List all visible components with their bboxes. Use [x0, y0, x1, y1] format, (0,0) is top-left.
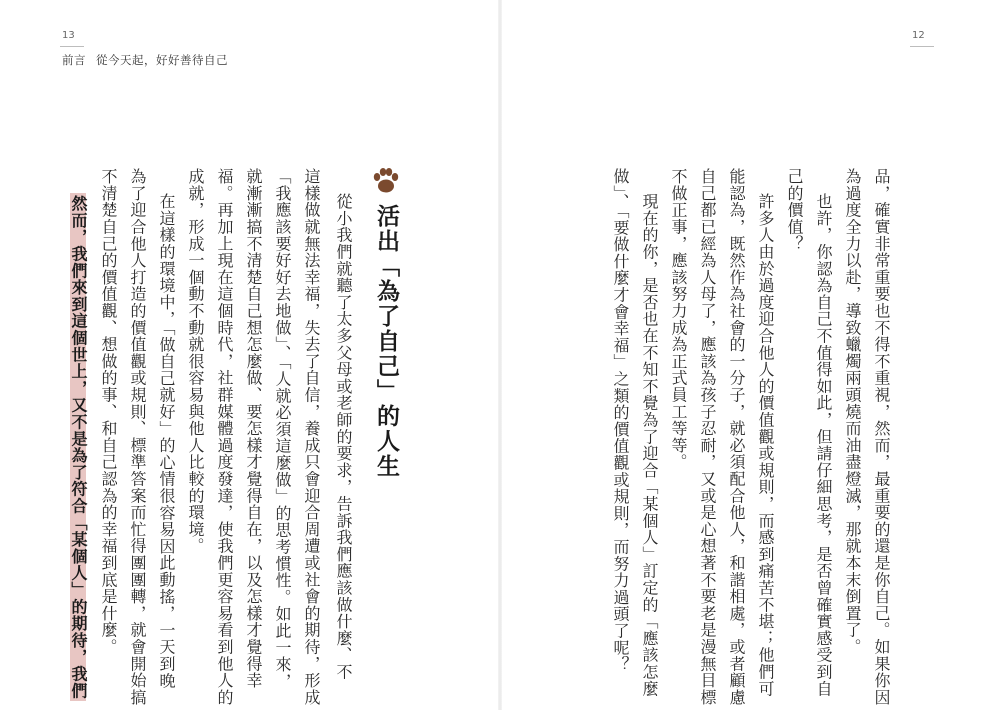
text-column-3: 也許，你認為自己不值得如此，但請仔細思考，是否曾確實感受到自 [814, 193, 833, 697]
right-page [500, 0, 1000, 710]
running-header-chapter: 前言 [62, 53, 86, 67]
paw-print-icon [371, 166, 401, 196]
section-heading: 活出「為了自己」的人生 [373, 204, 399, 479]
text-column-8: 不做正事，應該努力成為正式員工等等。 [669, 168, 688, 471]
text-column-7: 自己都已經為人母了，應該為孩子忍耐，又或是心想著不要老是漫無目標 [698, 168, 717, 706]
text-column-2: 這樣做就無法幸福，失去了自信，養成只會迎合周遭或社會的期待，形成 [302, 168, 321, 706]
text-column-2: 為過度全力以赴，導致蠟燭兩頭燒而油盡燈滅，那就本末倒置了。 [843, 168, 862, 656]
text-column-7: 在這樣的環境中，「做自己就好」的心情很容易因此動搖，一天到晚 [157, 193, 176, 689]
text-column-5: 福。再加上現在這個時代，社群媒體過度發達，使我們更容易看到他人的 [215, 168, 234, 706]
text-column-8: 為了迎合他人打造的價值觀或規則、標準答案而忙得團團轉，就會開始搞 [128, 168, 147, 706]
text-column-10: 做」、「要做什麼才會幸福」之類的價值觀或規則，而努力過頭了呢？ [611, 168, 630, 673]
page-number-right: 12 [912, 30, 925, 41]
page-number-rule-left [60, 46, 84, 47]
text-column-6: 能認為，既然作為社會的一分子，就必須配合他人，和諧相處，或者顧慮 [727, 168, 746, 706]
page-number-left: 13 [62, 30, 75, 41]
text-column-5: 許多人由於過度迎合他人的價值觀或規則，而感到痛苦不堪；他們可 [756, 193, 775, 697]
text-column-9: 不清楚自己的價值觀、想做的事、和自己認為的幸福到底是什麼。 [99, 168, 118, 656]
page-number-rule-right [910, 46, 934, 47]
text-column-4: 就漸漸搞不清楚自己想怎麼做、要怎樣才覺得自在，以及怎樣才覺得幸 [244, 168, 263, 689]
text-column-4: 己的價值？ [785, 168, 804, 252]
text-column-9: 現在的你，是否也在不知不覺為了迎合「某個人」訂定的「應該怎麼 [640, 193, 659, 697]
running-header-title: 從今天起，好好善待自己 [96, 53, 228, 67]
text-column-1: 從小我們就聽了太多父母或老師的要求，告訴我們應該做什麼、不 [334, 193, 353, 681]
text-column-6: 成就，形成一個動不動就很容易與他人比較的環境。 [186, 168, 205, 555]
running-header [62, 52, 228, 68]
text-column-3: 「我應該要好好去地做」、「人就必須這麼做」的思考慣性。如此一來， [273, 168, 292, 690]
text-column-1: 品，確實非常重要也不得不重視，然而，最重要的還是你自己。如果你因 [872, 168, 891, 706]
highlighted-text-column: 然而，我們來到這個世上，又不是為了符合「某個人」的期待，我們 [69, 195, 88, 699]
